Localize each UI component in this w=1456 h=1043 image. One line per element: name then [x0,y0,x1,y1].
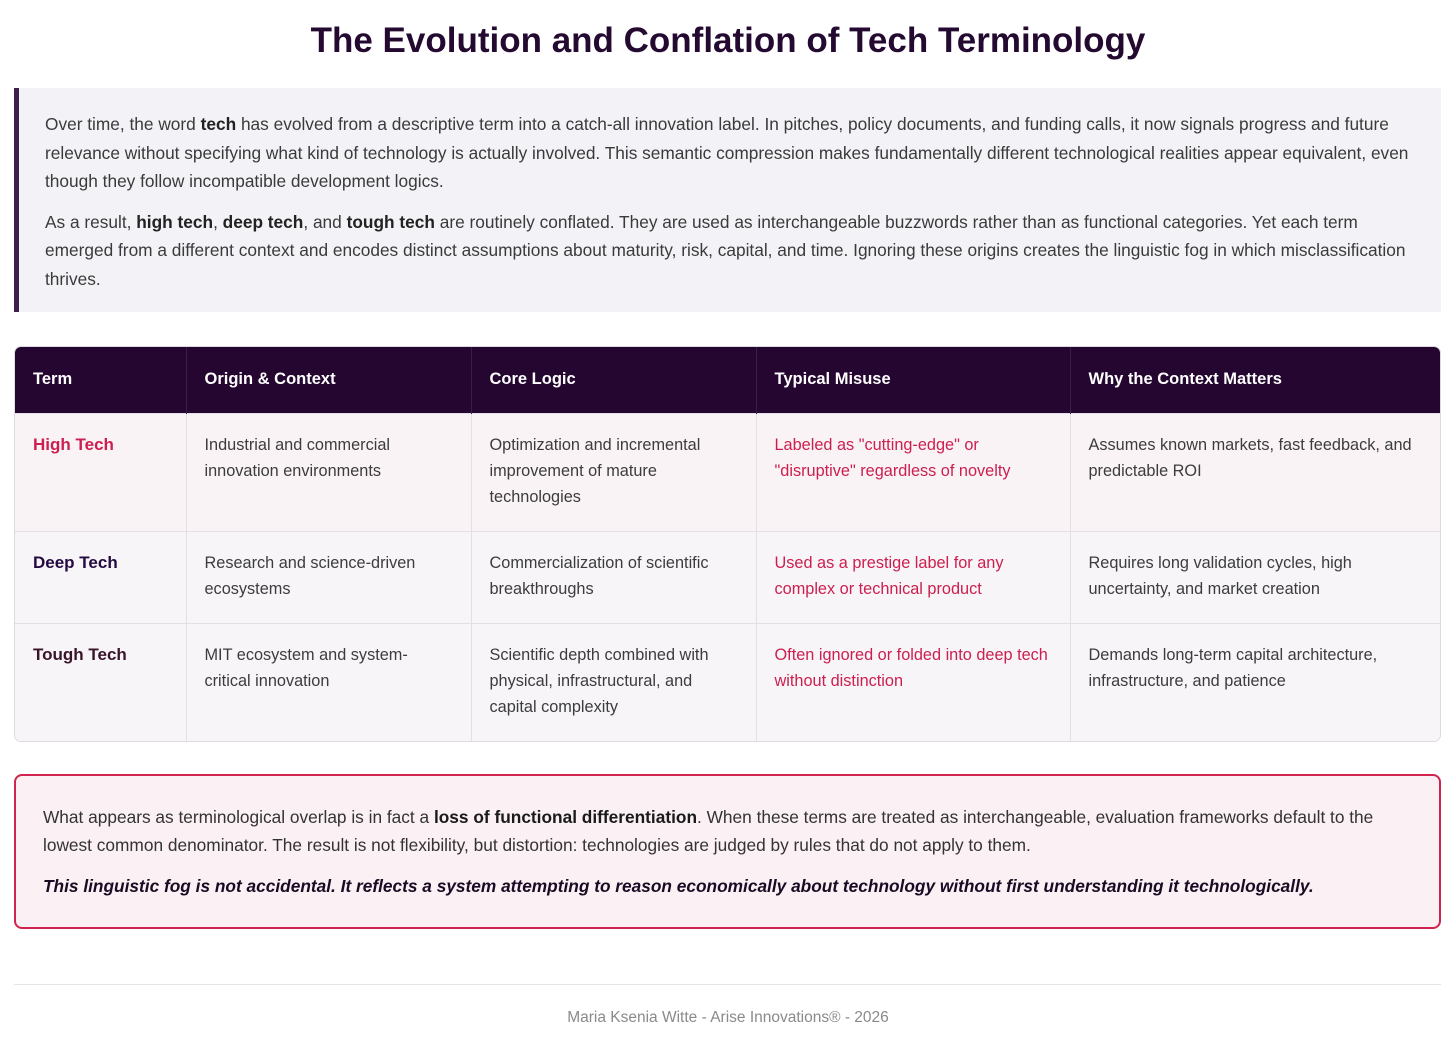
conclusion-text: What appears as terminological overlap is in fact a [43,807,434,827]
intro-keyword-tough-tech: tough tech [346,211,435,232]
conclusion-text: . When these terms are treated as interchangeable, evaluation frameworks default to the lowest common denominator. The result is not flexibility, but distortion: technologies are judged by rules that do not apply to them. [43,807,1374,855]
context-cell: Demands long-term capital architecture, infrastructure, and patience [1070,623,1440,741]
terminology-table [15,347,1440,741]
misuse-cell: Used as a prestige label for any complex or technical product [756,531,1070,623]
intro-text: are routinely conflated. They are used as interchangeable buzzwords rather than as functional categories. Yet each term emerged from a different context and encodes distinct assumptions about maturity, risk, capital, and time. Ignoring these origins creates the linguistic fog in which misclassification thrives. [45,211,1406,289]
term-cell: High Tech [15,413,186,531]
intro-text: , and [303,211,347,232]
origin-cell: MIT ecosystem and system-critical innovation [186,623,471,741]
conclusion-keyword: loss of functional differentiation [433,807,698,827]
conclusion-callout [14,774,1441,929]
terminology-table-container [14,346,1441,742]
intro-text: has evolved from a descriptive term into a catch-all innovation label. In pitches, policy documents, and funding calls, it now signals progress and future relevance without specifying what kind of technology is actually involved. This semantic compression makes fundamentally different technological realities appear equivalent, even though they follow incompatible development logics. [45,114,1409,191]
misuse-cell: Labeled as "cutting-edge" or "disruptive" regardless of novelty [756,413,1070,531]
column-header-misuse: Typical Misuse [756,347,1070,413]
column-header-term: Term [15,347,186,413]
origin-cell: Research and science-driven ecosystems [186,531,471,623]
term-cell: Tough Tech [15,623,186,741]
table-row [15,623,1440,741]
misuse-cell: Often ignored or folded into deep tech without distinction [756,623,1070,741]
table-row [15,413,1440,531]
logic-cell: Optimization and incremental improvement of mature technologies [471,413,756,531]
table-row [15,531,1440,623]
context-cell: Requires long validation cycles, high uncertainty, and market creation [1070,531,1440,623]
intro-keyword-tech: tech [200,114,237,134]
column-header-context: Why the Context Matters [1070,347,1440,413]
column-header-core-logic: Core Logic [471,347,756,413]
logic-cell: Scientific depth combined with physical, infrastructural, and capital complexity [471,623,756,741]
intro-text: Over time, the word [45,114,201,134]
intro-text: As a result, [45,211,137,232]
footer-credit: Maria Ksenia Witte - Arise Innovations® - 2026 [567,1009,889,1026]
intro-callout [14,88,1441,312]
intro-paragraph-1 [45,110,1415,196]
page-title: The Evolution and Conflation of Tech Terminology [310,21,1146,60]
column-header-origin: Origin & Context [186,347,471,413]
table-header-row [15,347,1440,413]
logic-cell: Commercialization of scientific breakthroughs [471,531,756,623]
footer-divider [14,984,1441,985]
term-cell: Deep Tech [15,531,186,623]
intro-keyword-deep-tech: deep tech [222,211,304,232]
conclusion-paragraph [43,804,1412,859]
intro-text: , [213,211,223,232]
intro-paragraph-2 [45,208,1415,294]
context-cell: Assumes known markets, fast feedback, and predictable ROI [1070,413,1440,531]
conclusion-emphasis: This linguistic fog is not accidental. It reflects a system attempting to reason economically about technology without first understanding it technologically. [43,876,1314,896]
intro-keyword-high-tech: high tech [136,211,214,232]
origin-cell: Industrial and commercial innovation environments [186,413,471,531]
